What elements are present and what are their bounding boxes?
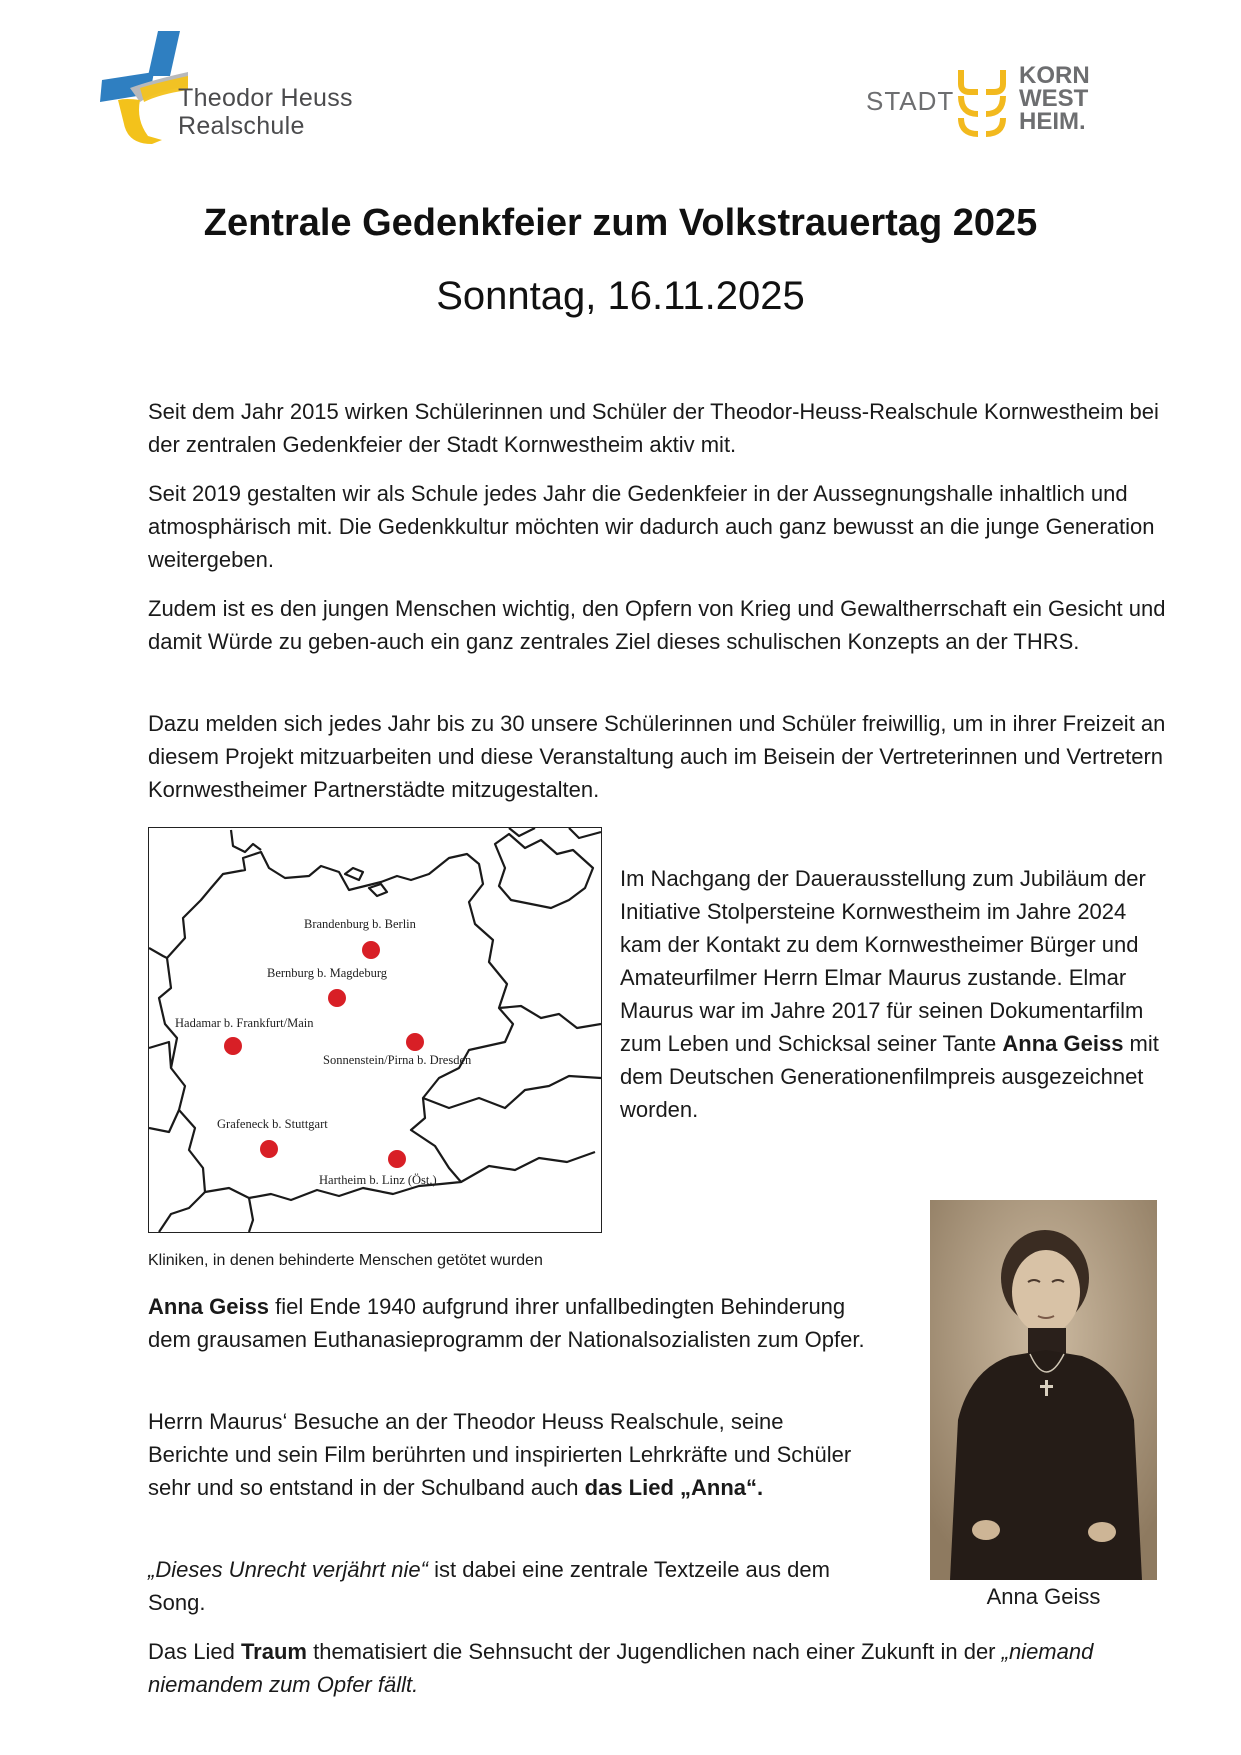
city-label-hartheim: Hartheim b. Linz (Öst.) <box>319 1173 437 1187</box>
marker-hartheim <box>388 1150 406 1168</box>
anna-paragraph <box>148 1290 868 1356</box>
final-paragraph-text-1: Das Lied <box>148 1639 241 1664</box>
quote-paragraph-text: ist dabei eine zentrale Textzeile aus dem Song. <box>148 1557 830 1615</box>
city-logo-prefix: STADT <box>866 86 955 116</box>
side-paragraph-name: Anna Geiss <box>1002 1031 1124 1056</box>
side-paragraph-text-1: Im Nachgang der Dauerausstellung zum Jubiläum der Initiative Stolpersteine Kornwestheim im Jahre 2024 kam der Kontakt zu dem Kornwestheimer Bürger und Amateurfilmer Herrn Elmar Maurus zustande. Elmar Maurus war im Jahre 2017 für seinen Dokumentarfilm zum Leben und Schicksal seiner Tante <box>620 866 1146 1056</box>
side-paragraph <box>620 862 1170 1126</box>
final-paragraph-quote: „niemand niemandem zum Opfer fällt. <box>148 1639 1094 1697</box>
city-logo-line1: KORN <box>1019 62 1090 89</box>
marker-grafeneck <box>260 1140 278 1158</box>
marker-brandenburg <box>362 941 380 959</box>
marker-hadamar <box>224 1037 242 1055</box>
city-label-grafeneck: Grafeneck b. Stuttgart <box>217 1117 328 1131</box>
quote-paragraph-quote: „Dieses Unrecht verjährt nie“ <box>148 1557 428 1582</box>
photo-caption: Anna Geiss <box>986 1584 1101 1609</box>
wheat-icon <box>956 66 1008 138</box>
map-caption: Kliniken, in denen behinderte Menschen getötet wurden <box>148 1252 543 1269</box>
final-paragraph-text-2: thematisiert die Sehnsucht der Jugendlichen nach einer Zukunft in der <box>306 1639 1002 1664</box>
school-name-line2: Realschule <box>178 112 305 140</box>
anna-paragraph-text: fiel Ende 1940 aufgrund ihrer unfallbedingten Behinderung dem grausamen Euthanasieprogramm der Nationalsozialisten zum Opfer. <box>148 1294 865 1352</box>
page-subtitle: Sonntag, 16.11.2025 <box>436 274 805 318</box>
maurus-paragraph <box>148 1405 868 1504</box>
marker-bernburg <box>328 989 346 1007</box>
intro-paragraph-4: Dazu melden sich jedes Jahr bis zu 30 unsere Schülerinnen und Schüler freiwillig, um in ihrer Freizeit an diesem Projekt mitzuarbeiten und diese Veranstaltung auch im Beisein der Vertreterinnen und Vertretern Kornwestheimer Partnerstädte mitzugestalten. <box>148 711 1166 802</box>
intro-paragraph-2: Seit 2019 gestalten wir als Schule jedes Jahr die Gedenkfeier in der Aussegnungshalle inhaltlich und atmosphärisch mit. Die Gedenkkultur möchten wir dadurch auch ganz bewusst an die junge Generation weitergeben. <box>148 481 1155 572</box>
school-name-line1: Theodor Heuss <box>178 84 353 112</box>
marker-sonnenstein <box>406 1033 424 1051</box>
city-label-brandenburg: Brandenburg b. Berlin <box>304 917 416 931</box>
school-logo-emblem <box>100 28 190 148</box>
final-paragraph <box>148 1635 1168 1701</box>
school-logo <box>100 28 370 148</box>
city-label-sonnenstein: Sonnenstein/Pirna b. Dresden <box>323 1053 472 1067</box>
page-title: Zentrale Gedenkfeier zum Volkstrauertag 2025 <box>203 202 1038 244</box>
city-label-bernburg: Bernburg b. Magdeburg <box>267 966 388 980</box>
intro-paragraph-1: Seit dem Jahr 2015 wirken Schülerinnen und Schüler der Theodor-Heuss-Realschule Kornwestheim bei der zentralen Gedenkfeier der Stadt Kornwestheim aktiv mit. <box>148 399 1159 457</box>
city-logo-line2: WEST <box>1019 85 1089 112</box>
map-figure <box>149 828 601 1232</box>
anna-geiss-photo <box>930 1200 1157 1580</box>
intro-paragraph-3: Zudem ist es den jungen Menschen wichtig, den Opfern von Krieg und Gewaltherrschaft ein Gesicht und damit Würde zu geben-auch ein ganz zentrales Ziel dieses schulischen Konzepts an der THRS. <box>148 596 1166 654</box>
euthanasia-clinics-map <box>148 827 602 1233</box>
anna-paragraph-name: Anna Geiss <box>148 1294 270 1319</box>
side-paragraph-text-2: mit dem Deutschen Generationenfilmpreis ausgezeichnet worden. <box>620 1031 1159 1122</box>
quote-paragraph <box>148 1553 868 1619</box>
city-logo-line3: HEIM. <box>1019 108 1086 135</box>
final-paragraph-song: Traum <box>240 1639 307 1664</box>
portrait-figure <box>930 1200 1157 1580</box>
city-logo <box>866 64 1106 140</box>
maurus-paragraph-text: Herrn Maurus‘ Besuche an der Theodor Heuss Realschule, seine Berichte und sein Film berührten und inspirierten Lehrkräfte und Schüler sehr und so entstand in der Schulband auch <box>148 1409 852 1500</box>
maurus-paragraph-song: das Lied „Anna“. <box>584 1475 764 1500</box>
city-label-hadamar: Hadamar b. Frankfurt/Main <box>175 1016 314 1030</box>
